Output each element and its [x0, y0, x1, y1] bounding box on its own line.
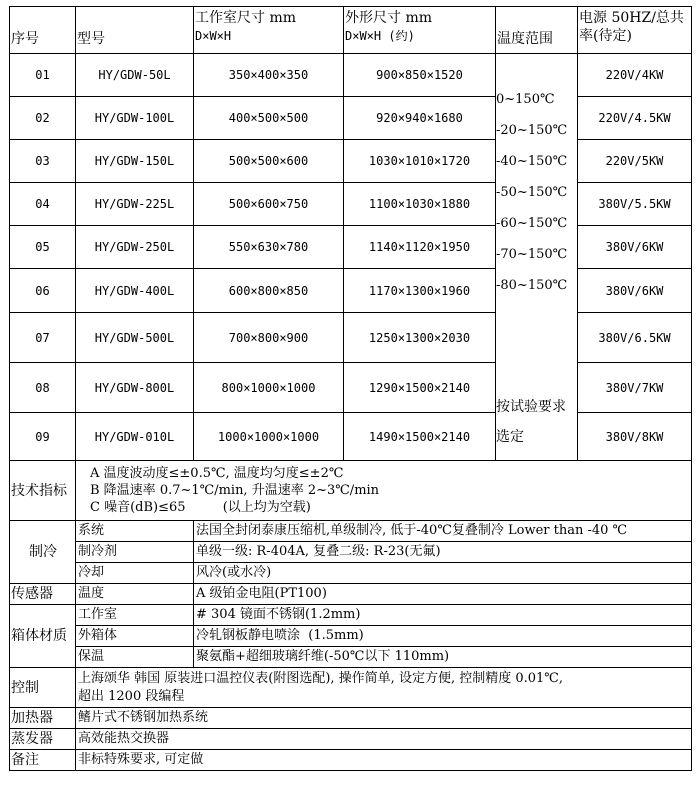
- row-inner: 350×400×350: [194, 54, 344, 97]
- cabinet-insulation-row: [10, 647, 692, 668]
- row-power: 380V/8KW: [578, 413, 692, 461]
- row-model: HY/GDW-010L: [76, 413, 194, 461]
- evaporator-value: 高效能热交换器: [76, 729, 692, 750]
- header-outer-l2: D×W×H (约): [345, 29, 415, 43]
- row-model: HY/GDW-800L: [76, 363, 194, 413]
- table-row: [10, 97, 692, 140]
- header-power: [578, 7, 692, 54]
- tech-row: [10, 461, 692, 521]
- evaporator-label: 蒸发器: [10, 729, 76, 750]
- table-row: [10, 269, 692, 313]
- row-outer: 1030×1010×1720: [344, 140, 496, 183]
- row-outer: 1170×1300×1960: [344, 269, 496, 313]
- row-inner: 500×600×750: [194, 183, 344, 226]
- header-model: 型号: [76, 7, 194, 54]
- row-seq: 07: [10, 313, 76, 363]
- row-model: HY/GDW-150L: [76, 140, 194, 183]
- temp-range-cell: [496, 54, 578, 461]
- row-seq: 02: [10, 97, 76, 140]
- row-seq: 09: [10, 413, 76, 461]
- cooling-system-value: 法国全封闭泰康压缩机,单级制冷, 低于-40℃复叠制冷 Lower than -40 ℃: [194, 521, 692, 542]
- row-model: HY/GDW-100L: [76, 97, 194, 140]
- header-temp: 温度范围: [496, 7, 578, 54]
- header-inner-l2: D×W×H: [195, 29, 232, 43]
- cooling-chill-row: [10, 563, 692, 584]
- row-outer: 900×850×1520: [344, 54, 496, 97]
- cabinet-outer-value: 冷轧钢板静电喷涂 (1.5mm): [194, 626, 692, 647]
- row-seq: 04: [10, 183, 76, 226]
- table-row: [10, 140, 692, 183]
- temp-range-item: -80~150℃: [496, 278, 568, 293]
- row-outer: 1290×1500×2140: [344, 363, 496, 413]
- header-inner-size: [194, 7, 344, 54]
- cabinet-insulation-value: 聚氨酯+超细玻璃纤维(-50℃以下 110mm): [194, 647, 692, 668]
- temp-note-l2: 选定: [496, 429, 524, 445]
- cooling-chill-value: 风冷(或水冷): [194, 563, 692, 584]
- row-inner: 700×800×900: [194, 313, 344, 363]
- tech-line-b: B 降温速率 0.7~1℃/min, 升温速率 2~3℃/min: [90, 483, 380, 498]
- cooling-system-label: 系统: [76, 521, 194, 542]
- row-seq: 08: [10, 363, 76, 413]
- header-power-l1: 电源 50HZ/总共: [579, 10, 684, 26]
- temp-range-item: -50~150℃: [496, 185, 568, 200]
- row-model: HY/GDW-500L: [76, 313, 194, 363]
- cabinet-label: 箱体材质: [10, 605, 76, 668]
- row-inner: 500×500×600: [194, 140, 344, 183]
- cooling-label: 制冷: [10, 521, 76, 584]
- cabinet-outer-row: [10, 626, 692, 647]
- row-outer: 1490×1500×2140: [344, 413, 496, 461]
- header-outer-size: [344, 7, 496, 54]
- row-seq: 03: [10, 140, 76, 183]
- row-outer: 920×940×1680: [344, 97, 496, 140]
- cooling-system-row: [10, 521, 692, 542]
- tech-line-c: C 噪音(dB)≤65 (以上均为空载): [90, 500, 311, 515]
- row-inner: 550×630×780: [194, 226, 344, 269]
- row-inner: 1000×1000×1000: [194, 413, 344, 461]
- cooling-refrigerant-label: 制冷剂: [76, 542, 194, 563]
- spec-table: [9, 6, 692, 771]
- row-power: 380V/6.5KW: [578, 313, 692, 363]
- row-power: 380V/5.5KW: [578, 183, 692, 226]
- cabinet-insulation-label: 保温: [76, 647, 194, 668]
- tech-line-a: A 温度波动度≤±0.5℃, 温度均匀度≤±2℃: [90, 466, 344, 481]
- table-row: [10, 183, 692, 226]
- row-outer: 1140×1120×1950: [344, 226, 496, 269]
- temp-range-item: -20~150℃: [496, 123, 568, 138]
- cooling-refrigerant-value: 单级一级: R-404A, 复叠二级: R-23(无氟): [194, 542, 692, 563]
- control-row: [10, 668, 692, 708]
- table-row: [10, 54, 692, 97]
- cooling-chill-label: 冷却: [76, 563, 194, 584]
- sensor-value: A 级铂金电阻(PT100): [194, 584, 692, 605]
- header-row: [10, 7, 692, 54]
- table-row: [10, 313, 692, 363]
- table-row: [10, 226, 692, 269]
- row-model: HY/GDW-50L: [76, 54, 194, 97]
- row-power: 220V/4KW: [578, 54, 692, 97]
- heater-value: 鳍片式不锈钢加热系统: [76, 708, 692, 729]
- control-label: 控制: [10, 668, 76, 708]
- cabinet-chamber-value: # 304 镜面不锈钢(1.2mm): [194, 605, 692, 626]
- temp-note-l1: 按试验要求: [496, 399, 566, 415]
- header-outer-l1: 外形尺寸 mm: [345, 10, 433, 26]
- sensor-label: 传感器: [10, 584, 76, 605]
- row-power: 220V/5KW: [578, 140, 692, 183]
- row-inner: 800×1000×1000: [194, 363, 344, 413]
- temp-range-item: -60~150℃: [496, 216, 568, 231]
- table-row: [10, 413, 692, 461]
- heater-label: 加热器: [10, 708, 76, 729]
- temp-range-item: -70~150℃: [496, 247, 568, 262]
- table-row: [10, 363, 692, 413]
- temp-range-item: 0~150℃: [496, 92, 555, 107]
- row-seq: 06: [10, 269, 76, 313]
- cabinet-outer-label: 外箱体: [76, 626, 194, 647]
- control-value: [76, 668, 692, 708]
- row-inner: 600×800×850: [194, 269, 344, 313]
- row-power: 380V/6KW: [578, 226, 692, 269]
- remark-label: 备注: [10, 750, 76, 771]
- sensor-row: [10, 584, 692, 605]
- row-power: 220V/4.5KW: [578, 97, 692, 140]
- tech-content: [76, 461, 692, 521]
- cabinet-chamber-label: 工作室: [76, 605, 194, 626]
- cooling-refrigerant-row: [10, 542, 692, 563]
- row-model: HY/GDW-400L: [76, 269, 194, 313]
- row-outer: 1100×1030×1880: [344, 183, 496, 226]
- header-inner-l1: 工作室尺寸 mm: [195, 10, 297, 26]
- header-seq: 序号: [10, 7, 76, 54]
- heater-row: [10, 708, 692, 729]
- control-line-1: 上海颂华 韩国 原装进口温控仪表(附图选配), 操作简单, 设定方便, 控制精度 0.01℃,: [78, 670, 563, 686]
- temp-range-item: -40~150℃: [496, 154, 568, 169]
- control-line-2: 超出 1200 段编程: [78, 688, 185, 704]
- cabinet-chamber-row: [10, 605, 692, 626]
- row-power: 380V/7KW: [578, 363, 692, 413]
- sensor-sub-label: 温度: [76, 584, 194, 605]
- remark-row: [10, 750, 692, 771]
- row-power: 380V/6KW: [578, 269, 692, 313]
- row-model: HY/GDW-250L: [76, 226, 194, 269]
- spec-table-wrapper: [9, 6, 692, 771]
- remark-value: 非标特殊要求, 可定做: [76, 750, 692, 771]
- row-seq: 01: [10, 54, 76, 97]
- row-seq: 05: [10, 226, 76, 269]
- header-power-l2: 率(待定): [579, 28, 632, 44]
- row-inner: 400×500×500: [194, 97, 344, 140]
- row-model: HY/GDW-225L: [76, 183, 194, 226]
- tech-label: 技术指标: [10, 461, 76, 521]
- row-outer: 1250×1300×2030: [344, 313, 496, 363]
- evaporator-row: [10, 729, 692, 750]
